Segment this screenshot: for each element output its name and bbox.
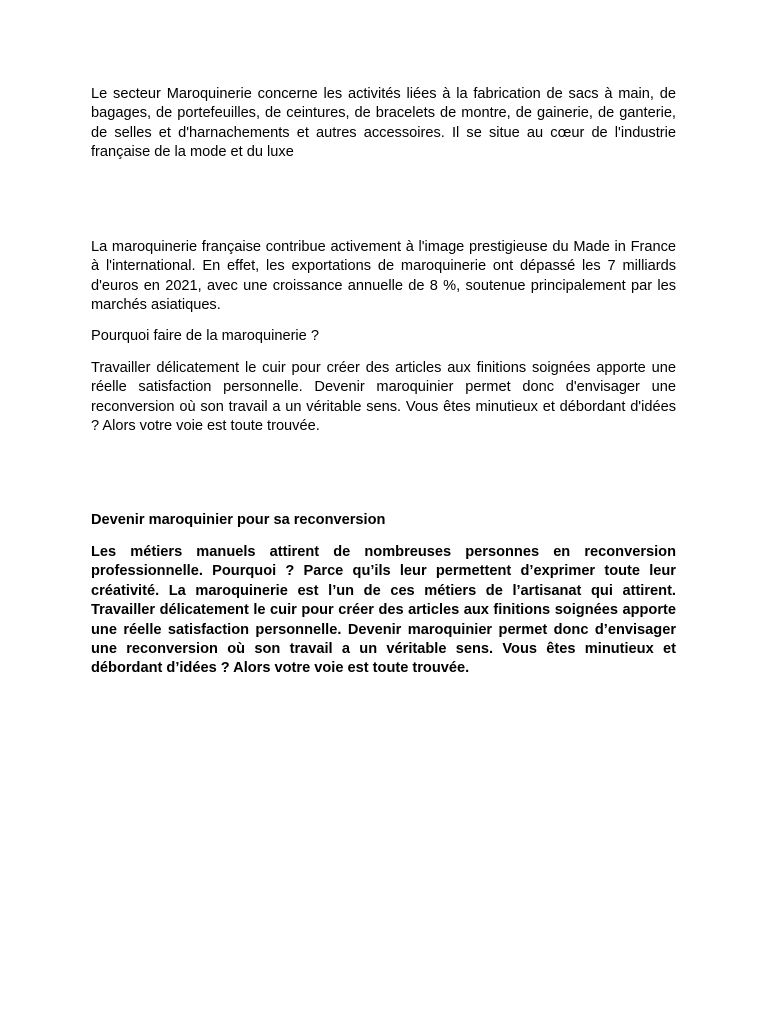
satisfaction-paragraph: Travailler délicatement le cuir pour créer des articles aux finitions soignées apporte une réelle satisfaction personnelle. Devenir maroquinier permet donc d'envisager une reconversion où son travail a un véritable sens. Vous êtes minutieux et débordant d'idées ? Alors votre voie est toute trouvée. (91, 360, 676, 435)
section-heading: Devenir maroquinier pour sa reconversion (91, 512, 386, 528)
intro-paragraph: Le secteur Maroquinerie concerne les activités liées à la fabrication de sacs à main, de bagages, de portefeuilles, de ceintures, de bracelets de montre, de gainerie, de ganterie, de selles et d'harnachements et autres accessoires. Il se situe au cœur de l'industrie française de la mode et du luxe (91, 86, 676, 161)
question-line: Pourquoi faire de la maroquinerie ? (91, 328, 319, 344)
export-paragraph: La maroquinerie française contribue activement à l'image prestigieuse du Made in France à l'international. En effet, les exportations de maroquinerie ont dépassé les 7 milliards d'euros en 2021, avec une croissance annuelle de 8 %, soutenue principalement par les marchés asiatiques. (91, 239, 676, 314)
reconversion-paragraph: Les métiers manuels attirent de nombreuses personnes en reconversion professionnelle. Pourquoi ? Parce qu’ils leur permettent d’exprimer toute leur créativité. La maroquinerie est l’un de ces métiers de l’artisanat qui attirent. Travailler délicatement le cuir pour créer des articles aux finitions soignées apporte une réelle satisfaction personnelle. Devenir maroquinier permet donc d’envisager une reconversion où son travail a un véritable sens. Vous êtes minutieux et débordant d’idées ? Alors votre voie est toute trouvée. (91, 544, 676, 677)
